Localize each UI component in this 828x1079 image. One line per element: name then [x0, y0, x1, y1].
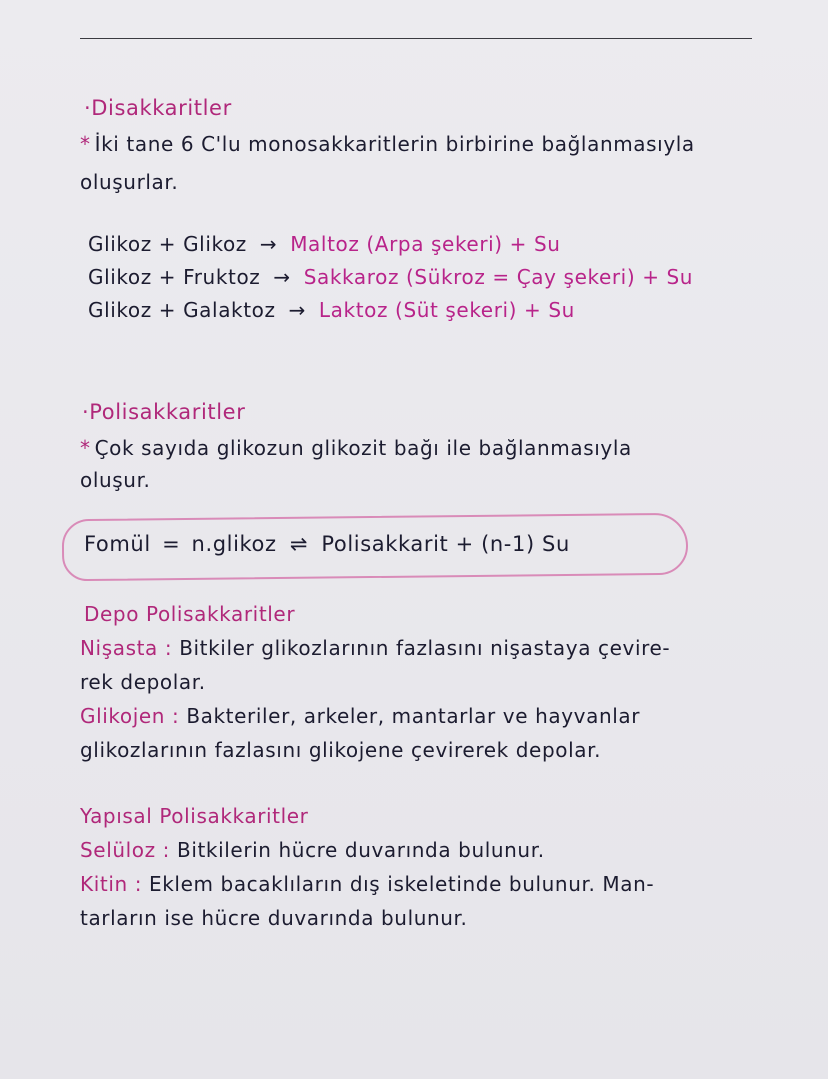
kitin-term: Kitin :	[80, 872, 143, 896]
formula-label: Fomül	[84, 532, 151, 556]
disakkaritler-desc-line-1	[80, 132, 695, 156]
reaction-left: Glikoz + Galaktoz	[88, 298, 276, 322]
reaction-right: Laktoz (Süt şekeri) + Su	[318, 298, 575, 322]
reaction-laktoz	[88, 298, 575, 322]
nisasta-line-2: rek depolar.	[80, 670, 206, 694]
disakkaritler-desc-text: İki tane 6 C'lu monosakkaritlerin birbirine bağlanmasıyla	[94, 132, 695, 156]
polisakkaritler-desc-text: Çok sayıda glikozun glikozit bağı ile bağlanmasıyla	[94, 436, 632, 460]
reaction-left: Glikoz + Fruktoz	[88, 265, 261, 289]
glikojen-line-1	[80, 704, 640, 728]
nisasta-term: Nişasta :	[80, 636, 173, 660]
seluloz-term: Selüloz :	[80, 838, 171, 862]
polisakkaritler-desc-line-1	[80, 436, 632, 460]
star-bullet-icon: *	[80, 132, 91, 156]
formula-equals: =	[162, 532, 181, 556]
glikojen-text: Bakteriler, arkeler, mantarlar ve hayvanlar	[186, 704, 641, 728]
polisakkaritler-heading: ·Polisakkaritler	[82, 400, 246, 424]
star-bullet-icon: *	[80, 436, 91, 460]
reaction-right: Maltoz (Arpa şekeri) + Su	[290, 232, 561, 256]
top-rule	[80, 38, 752, 39]
kitin-line-1	[80, 872, 654, 896]
glikojen-line-2: glikozlarının fazlasını glikojene çevirerek depolar.	[80, 738, 602, 762]
reaction-arrow-icon: →	[273, 265, 291, 289]
seluloz-text: Bitkilerin hücre duvarında bulunur.	[177, 838, 545, 862]
reaction-sakkaroz	[88, 265, 693, 289]
reaction-arrow-icon: →	[288, 298, 306, 322]
polisakkaritler-desc-line-2: oluşur.	[80, 468, 151, 492]
formula-line	[84, 532, 570, 556]
reaction-right: Sakkaroz (Sükroz = Çay şekeri) + Su	[303, 265, 694, 289]
disakkaritler-desc-line-2: oluşurlar.	[80, 170, 179, 194]
reaction-maltoz	[88, 232, 561, 256]
glikojen-term: Glikojen :	[80, 704, 180, 728]
nisasta-line-1	[80, 636, 670, 660]
equilibrium-arrow-icon: ⇌	[289, 532, 309, 556]
reaction-arrow-icon: →	[259, 232, 278, 256]
seluloz-line	[80, 838, 545, 862]
formula-right: Polisakkarit + (n-1) Su	[321, 532, 570, 556]
kitin-line-2: tarların ise hücre duvarında bulunur.	[80, 906, 468, 930]
depo-heading: Depo Polisakkaritler	[84, 602, 296, 626]
reaction-left: Glikoz + Glikoz	[88, 232, 247, 256]
formula-left: n.glikoz	[191, 532, 277, 556]
nisasta-text: Bitkiler glikozlarının fazlasını nişastaya çevire-	[179, 636, 671, 660]
kitin-text: Eklem bacaklıların dış iskeletinde bulunur. Man-	[149, 872, 655, 896]
disakkaritler-heading: ·Disakkaritler	[84, 96, 232, 120]
yapisal-heading: Yapısal Polisakkaritler	[80, 804, 309, 828]
